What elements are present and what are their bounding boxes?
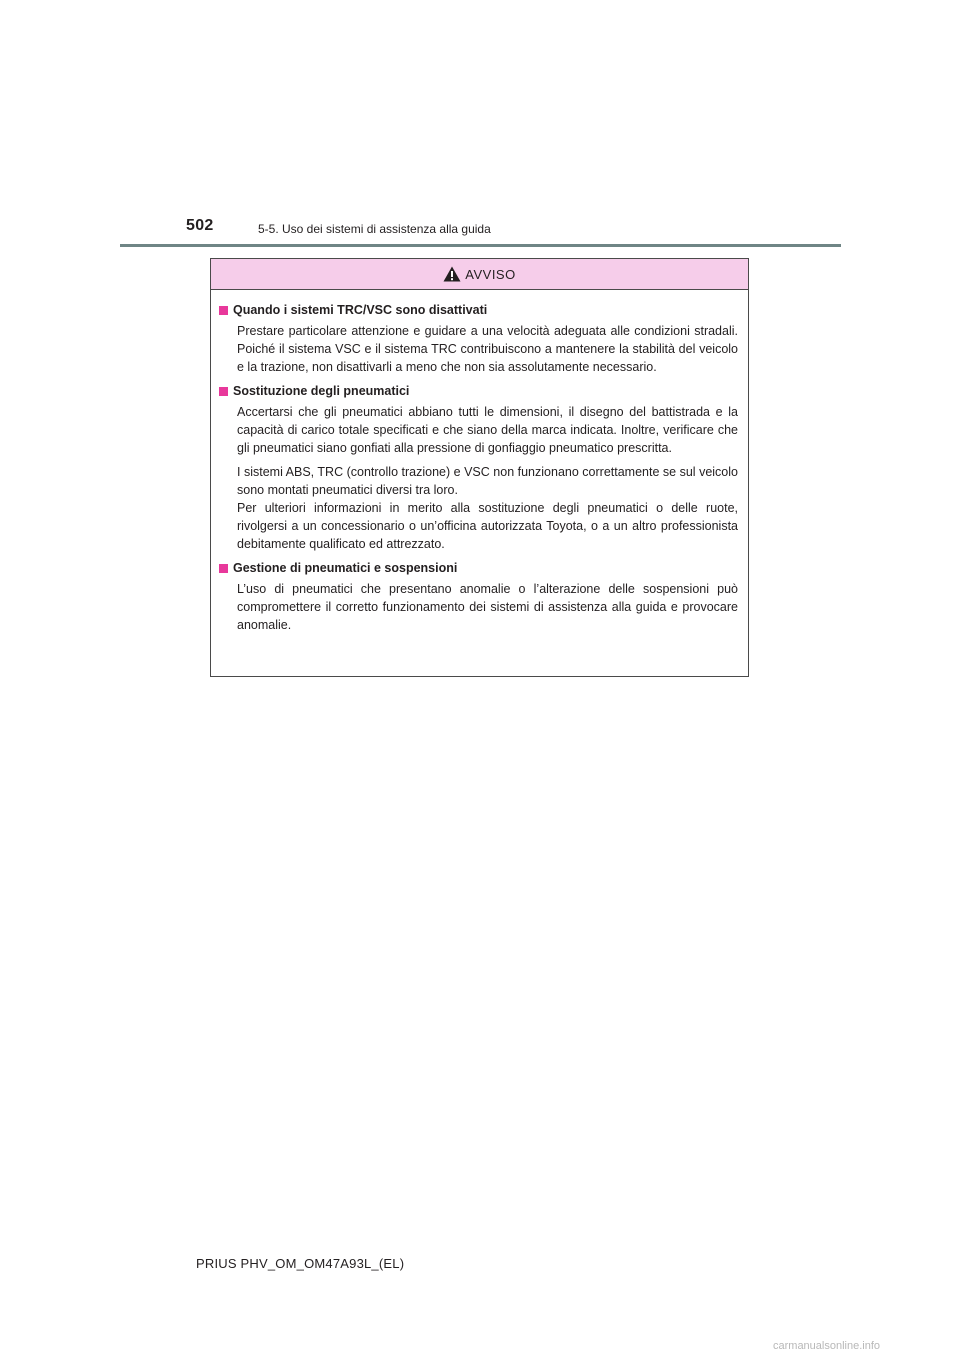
warning-section xyxy=(219,559,738,634)
square-bullet-icon xyxy=(219,387,228,396)
warning-paragraph: L’uso di pneumatici che presentano anomalie o l’alterazione delle sospensioni può compromettere il corretto funzionamento dei sistemi di assistenza alla guida e provocare anomalie. xyxy=(237,582,738,632)
warning-section-heading xyxy=(219,382,738,400)
warning-paragraph: Accertarsi che gli pneumatici abbiano tutti le dimensioni, il disegno del battistrada e la capacità di carico totale specificati e che siano della marca indicata. Inoltre, verificare che gli pneumatici siano gonfiati alla pressione di gonfiaggio pneumatico prescritta. xyxy=(237,405,738,455)
warning-section-heading-text: Quando i sistemi TRC/VSC sono disattivati xyxy=(233,303,488,317)
watermark: carmanualsonline.info xyxy=(773,1340,881,1352)
warning-section xyxy=(219,301,738,376)
warning-header xyxy=(211,259,748,290)
footer-model-code: PRIUS PHV_OM_OM47A93L_(EL) xyxy=(196,1256,405,1271)
warning-section-heading xyxy=(219,301,738,319)
square-bullet-icon xyxy=(219,564,228,573)
warning-paragraph: Prestare particolare attenzione e guidare a una velocità adeguata alle condizioni stradali. Poiché il sistema VSC e il sistema TRC contribuiscono a mantenere la stabilità del veicolo e la trazione, non disattivarli a meno che non sia assolutamente necessario. xyxy=(237,324,738,374)
warning-section xyxy=(219,382,738,553)
warning-paragraph: I sistemi ABS, TRC (controllo trazione) e VSC non funzionano correttamente se sul veicolo sono montati pneumatici diversi tra loro. Per ulteriori informazioni in merito alla sostituzione degli pneumatici o delle ruote, rivolgersi a un concessionario o un’officina autorizzata Toyota, o a un altro professionista debitamente qualificato ed attrezzato. xyxy=(237,465,738,551)
warning-section-heading-text: Sostituzione degli pneumatici xyxy=(233,384,410,398)
warning-title: AVVISO xyxy=(465,266,516,282)
warning-body xyxy=(211,290,748,634)
page-number: 502 xyxy=(186,217,214,234)
warning-box xyxy=(210,258,749,677)
warning-section-heading xyxy=(219,559,738,577)
header-divider xyxy=(120,244,841,247)
warning-triangle-icon xyxy=(443,266,461,282)
warning-section-heading-text: Gestione di pneumatici e sospensioni xyxy=(233,561,458,575)
section-title: 5-5. Uso dei sistemi di assistenza alla guida xyxy=(258,222,491,236)
square-bullet-icon xyxy=(219,306,228,315)
